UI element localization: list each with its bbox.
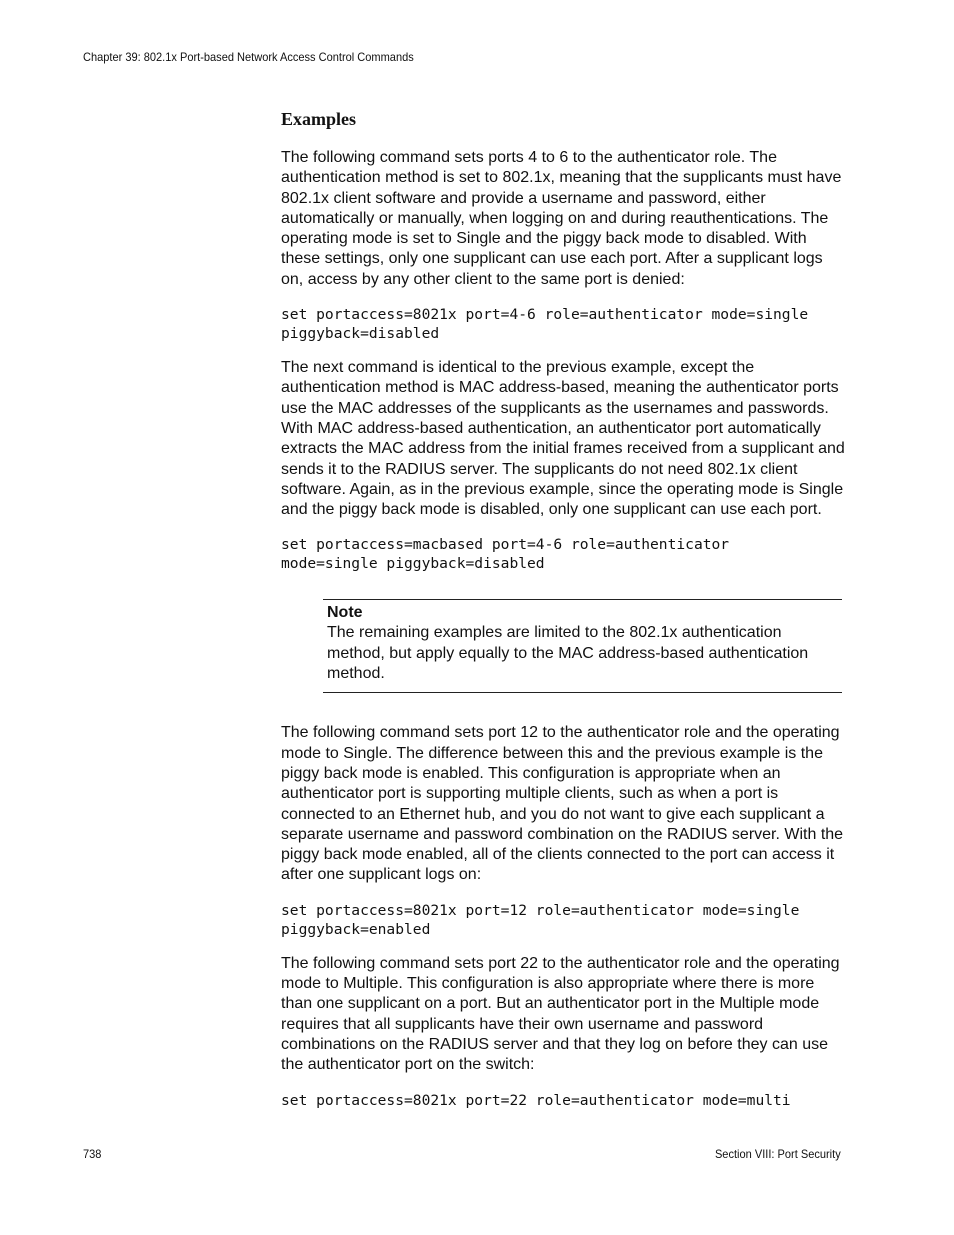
running-head-chapter: Chapter 39: 802.1x Port-based Network Access Control Commands (83, 50, 414, 64)
code-example-4: set portaccess=8021x port=22 role=authenticator mode=multi (281, 1091, 791, 1109)
code-example-2: set portaccess=macbased port=4-6 role=authenticator mode=single piggyback=disabled (281, 536, 730, 573)
note-text: The remaining examples are limited to the 802.1x authentication method, but apply equally to the MAC address-based authentication method. (327, 624, 809, 683)
note-box (323, 599, 842, 693)
section-heading: Examples (281, 109, 357, 129)
paragraph-4: The following command sets port 22 to the authenticator role and the operating mode to Multiple. This configuration is also appropriate where there is more than one supplicant on a port. But an authenticator port in the Multiple mode requires that all supplicants have their own username and password combinations on the RADIUS server and that they log on before they can use the authenticator port on the switch: (281, 954, 840, 1074)
note-label: Note (327, 604, 363, 622)
page-number: 738 (83, 1147, 102, 1161)
paragraph-3: The following command sets port 12 to the authenticator role and the operating mode to Single. The difference between this and the previous example is the piggy back mode is enabled. This configuration is appropriate when an authenticator port is supporting multiple clients, such as when a port is connected to an Ethernet hub, and you do not want to give each supplicant a separate username and password combination on the RADIUS server. With the piggy back mode enabled, all of the clients connected to the port can access it after one supplicant logs on: (281, 724, 844, 884)
paragraph-1: The following command sets ports 4 to 6 to the authenticator role. The authentication method is set to 802.1x, meaning that the supplicants must have 802.1x client software and provide a username and password, either automatically or manually, when logging on and during reauthentications. The operating mode is set to Single and the piggy back mode to disabled. With these settings, only one supplicant can use each port. After a supplicant logs on, access by any other client to the same port is denied: (281, 149, 842, 288)
page-content (281, 108, 846, 1125)
paragraph-2: The next command is identical to the previous example, except the authentication method is MAC address-based, meaning the authenticator ports use the MAC addresses of the supplicants as the usernames and passwords. With MAC address-based authentication, an authenticator port automatically extracts the MAC address from the initial frames received from a supplicant and sends it to the RADIUS server. The supplicants do not need 802.1x client software. Again, as in the previous example, since the operating mode is Single and the piggy back mode is disabled, only one supplicant can use each port. (281, 359, 845, 519)
code-example-3: set portaccess=8021x port=12 role=authenticator mode=single piggyback=enabled (281, 901, 800, 938)
code-example-1: set portaccess=8021x port=4-6 role=authenticator mode=single piggyback=disabled (281, 306, 809, 343)
footer-section-title: Section VIII: Port Security (715, 1147, 841, 1161)
